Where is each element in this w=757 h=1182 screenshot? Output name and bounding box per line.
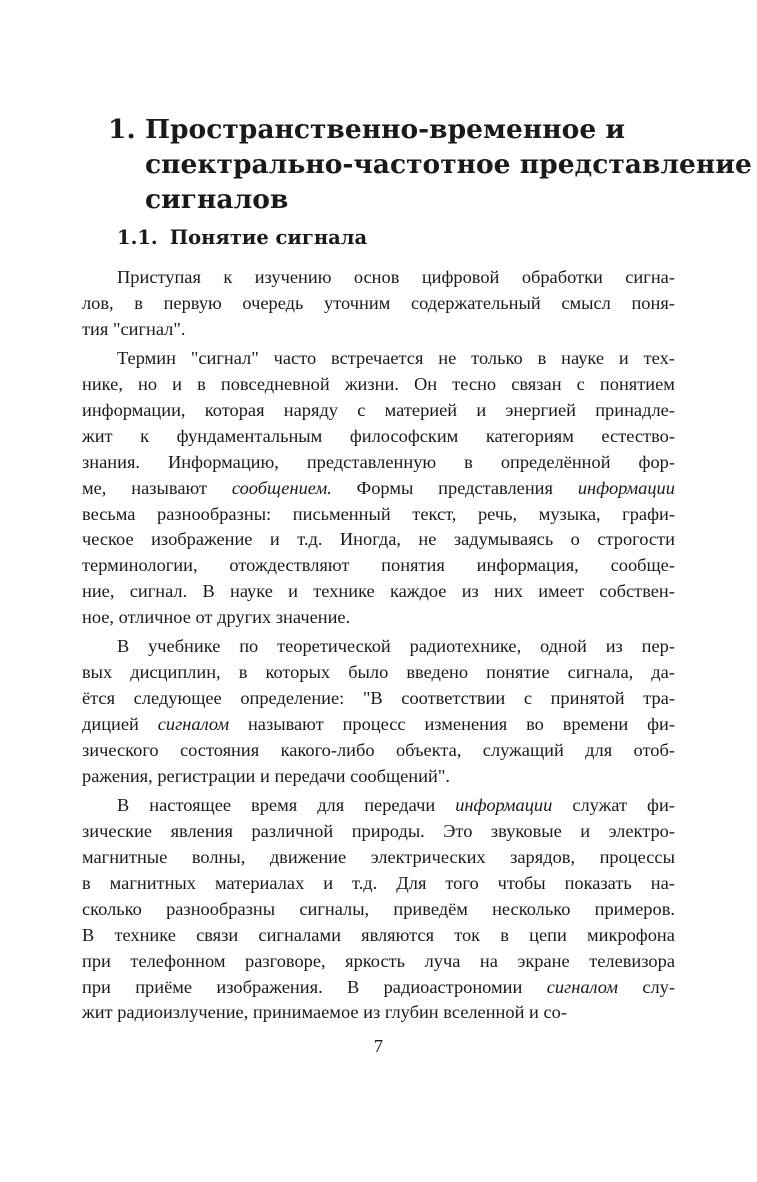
text-line: знания. Информацию, представленную в определённой фор- <box>82 451 675 472</box>
text-line: В учебнике по теоретической радиотехнике, одной из пер- <box>117 636 675 657</box>
text-line: Приступая к изучению основ цифровой обработки сигна- <box>117 267 675 287</box>
text-line: нике, но и в повседневной жизни. Он тесно связан с понятием <box>82 374 675 395</box>
paragraph <box>82 634 675 789</box>
chapter-number: 1. <box>108 114 136 145</box>
text-line: терминологии, отождествляют понятия информация, сообще- <box>82 555 675 576</box>
section-title: Понятие сигнала <box>169 226 368 249</box>
chapter-title-line: Пространственно-временное и <box>145 114 626 145</box>
paragraph <box>82 346 675 631</box>
text-line: дицией сигналом называют процесс изменения во времени фи- <box>82 714 676 735</box>
text-line: ное, отличное от других значение. <box>82 607 351 628</box>
chapter-title-line: сигналов <box>145 184 289 215</box>
text-line: при телефонном разговоре, яркость луча на экране телевизора <box>82 950 675 971</box>
text-line: ражения, регистрации и передачи сообщений". <box>82 765 450 786</box>
text-line: сколько разнообразны сигналы, приведём несколько примеров. <box>82 898 675 919</box>
text-line: ческое изображение и т.д. Иногда, не задумываясь о строгости <box>82 529 675 550</box>
text-line: лов, в первую очередь уточним содержательный смысл поня- <box>82 292 675 313</box>
text-line: жит радиоизлучение, принимаемое из глубин вселенной и со- <box>82 1002 567 1023</box>
text-line: вых дисциплин, в которых было введено понятие сигнала, да- <box>82 662 675 683</box>
text-line: зические явления различной природы. Это звуковые и электро- <box>82 821 675 842</box>
text-line: Термин "сигнал" часто встречается не только в науке и тех- <box>117 348 675 369</box>
text-line: тия "сигнал". <box>82 318 186 339</box>
section-number: 1.1. <box>117 226 158 249</box>
text-line: ме, называют сообщением. Формы представления информации <box>82 477 675 498</box>
text-line: жит к фундаментальным философским категориям естество- <box>82 425 675 446</box>
text-line: В настоящее время для передачи информации служат фи- <box>117 795 675 816</box>
text-line: ётся следующее определение: "В соответствии с принятой тра- <box>82 688 675 709</box>
section-heading <box>117 225 367 251</box>
chapter-title <box>145 112 752 217</box>
chapter-title-line: спектрально-частотное представление <box>145 149 752 180</box>
paragraph <box>82 265 675 343</box>
text-line: информации, которая наряду с материей и энергией принадле- <box>82 399 675 420</box>
text-line: ние, сигнал. В науке и технике каждое из них имеет собствен- <box>82 581 675 602</box>
text-line: в магнитных материалах и т.д. Для того чтобы показать на- <box>82 872 675 893</box>
text-line: весьма разнообразны: письменный текст, речь, музыка, графи- <box>82 503 675 524</box>
page-number: 7 <box>373 1036 384 1056</box>
text-line: магнитные волны, движение электрических зарядов, процессы <box>82 847 675 868</box>
body-text <box>82 265 675 1030</box>
paragraph <box>82 793 675 1026</box>
text-line: В технике связи сигналами являются ток в цепи микрофона <box>82 924 675 945</box>
text-line: при приёме изображения. В радиоастрономии сигналом слу- <box>82 976 676 997</box>
text-line: зического состояния какого-либо объекта, служащий для отоб- <box>82 740 675 761</box>
